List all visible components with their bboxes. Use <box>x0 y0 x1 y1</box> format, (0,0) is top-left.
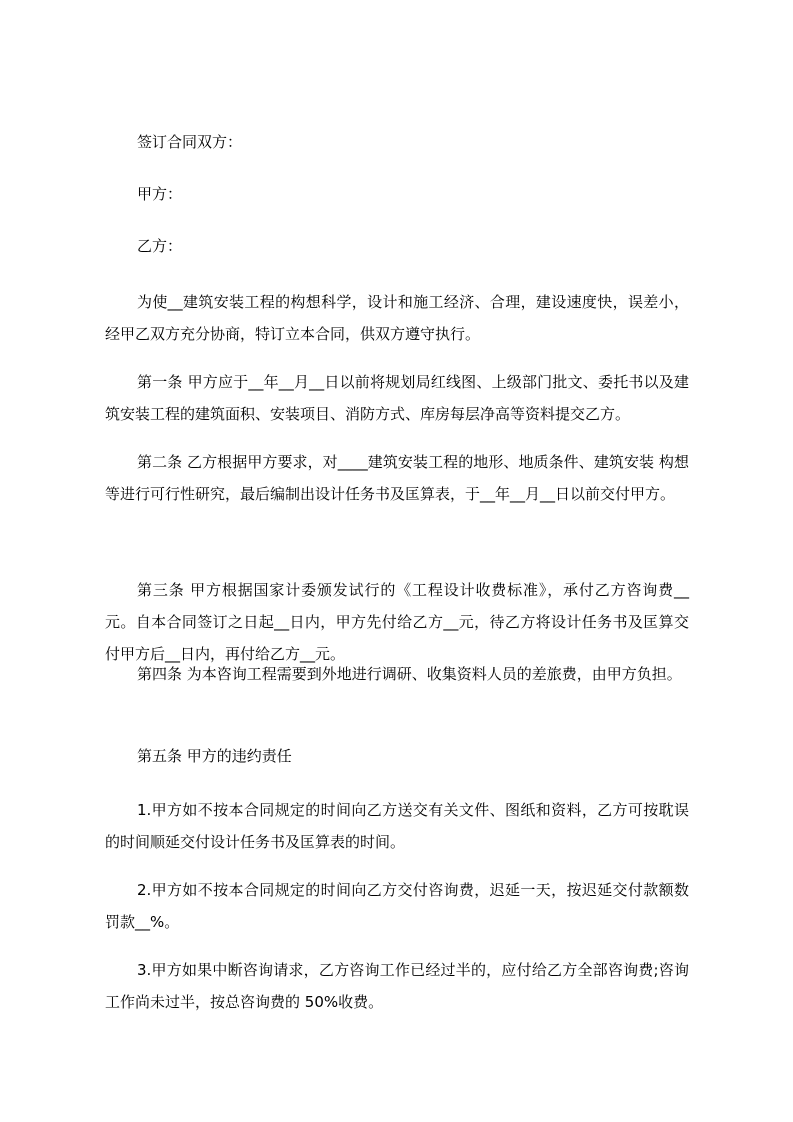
article-3-paragraph: 第三条 甲方根据国家计委颁发试行的《工程设计收费标准》，承付乙方咨询费__ 元。自本合同签订之日起__日内，甲方先付给乙方__元，待乙方将设计任务书及匡算交付甲方后__日内，再付给乙方__元。 <box>105 581 689 663</box>
clause-2-paragraph: 2.甲方如不按本合同规定的时间向乙方交付咨询费，迟延一天，按迟延交付款额数罚款__%。 <box>105 881 689 931</box>
preamble-paragraph: 为使__建筑安装工程的构想科学，设计和施工经济、合理，建设速度快，误差小，经甲乙双方充分协商，特订立本合同，供双方遵守执行。 <box>105 293 689 343</box>
article-5-heading: 第五条 甲方的违约责任 <box>137 747 292 765</box>
clause-1-paragraph: 1.甲方如不按本合同规定的时间向乙方送交有关文件、图纸和资料，乙方可按耽误的时间顺延交付设计任务书及匡算表的时间。 <box>105 801 689 851</box>
party-b-label: 乙方： <box>137 237 183 255</box>
party-a-label: 甲方： <box>137 185 183 203</box>
parties-heading: 签订合同双方： <box>137 133 243 151</box>
article-1-paragraph: 第一条 甲方应于__年__月__日以前将规划局红线图、上级部门批文、委托书以及建筑安装工程的建筑面积、安装项目、消防方式、库房每层净高等资料提交乙方。 <box>105 373 689 423</box>
clause-3-paragraph: 3.甲方如果中断咨询请求，乙方咨询工作已经过半的，应付给乙方全部咨询费;咨询工作尚未过半，按总咨询费的 50%收费。 <box>105 961 689 1011</box>
article-4-paragraph: 第四条 为本咨询工程需要到外地进行调研、收集资料人员的差旅费，由甲方负担。 <box>137 665 682 683</box>
article-2-paragraph: 第二条 乙方根据甲方要求，对____建筑安装工程的地形、地质条件、建筑安装 构想等进行可行性研究，最后编制出设计任务书及匡算表，于__年__月__日以前交付甲方。 <box>105 453 689 503</box>
